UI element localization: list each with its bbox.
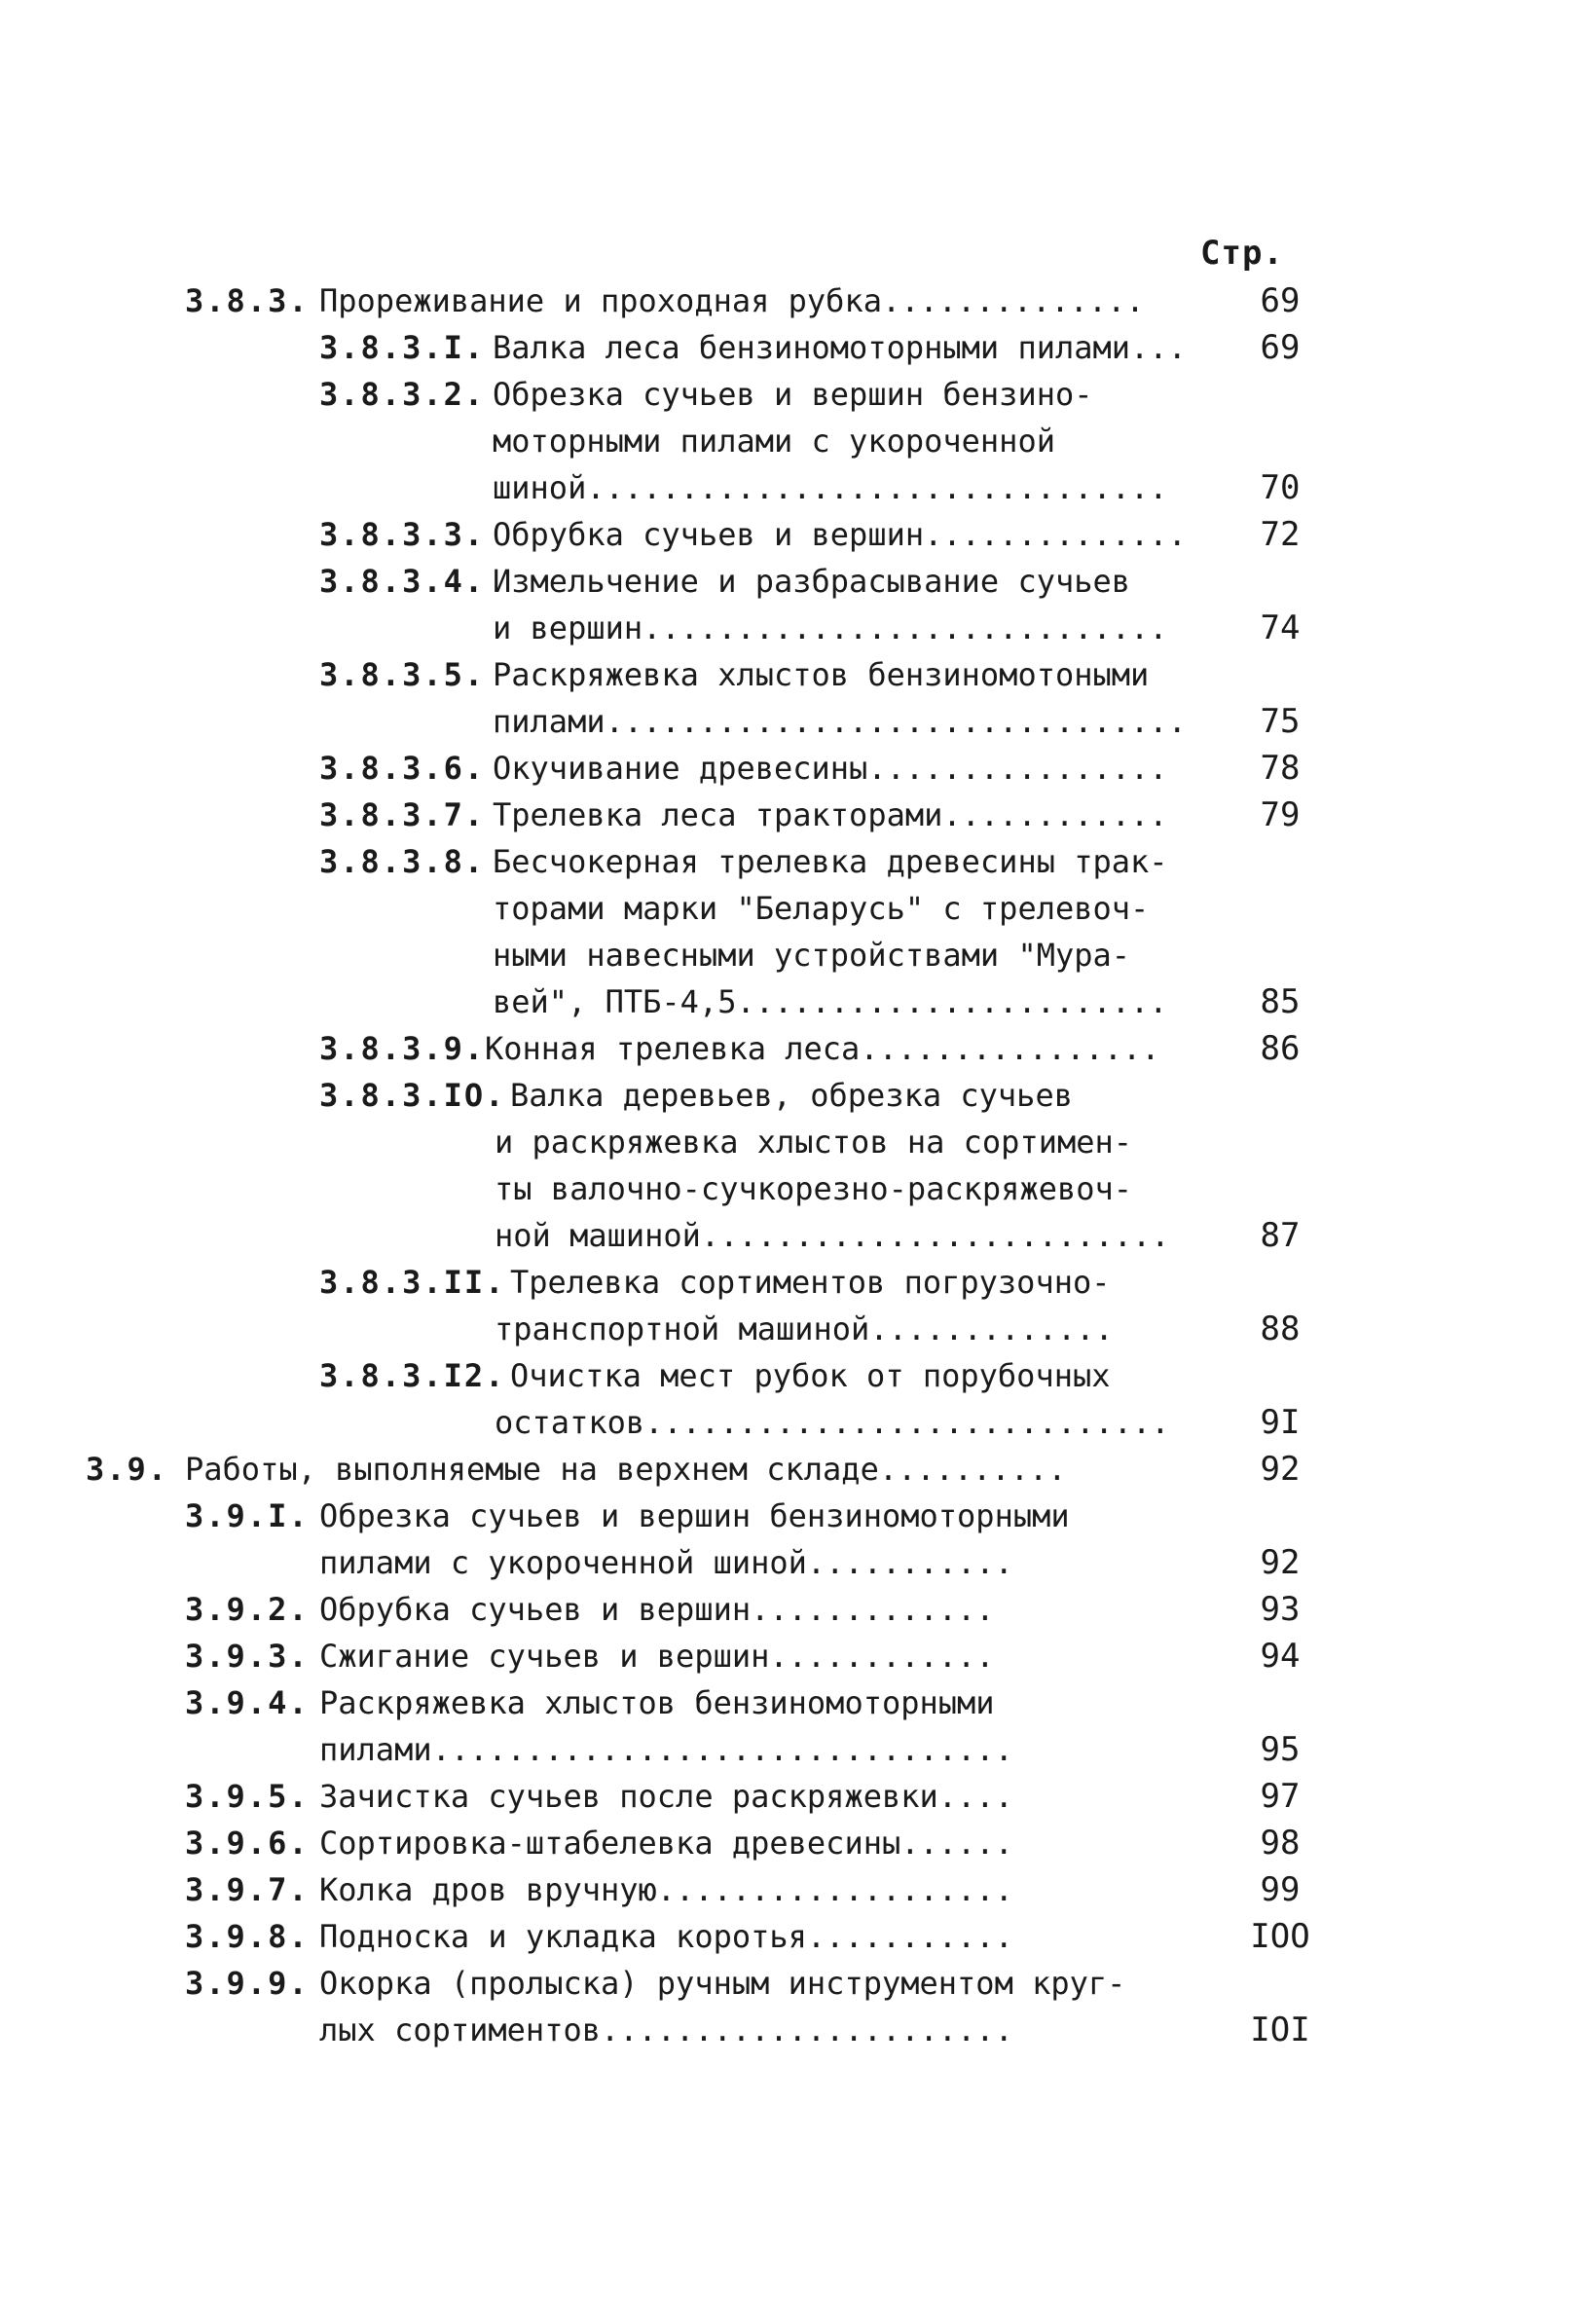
page-number: 97 — [1260, 1777, 1301, 1816]
entry-number: 3.9.9. — [185, 1965, 310, 2002]
toc-entry-3-9-3 — [185, 1634, 1207, 1678]
page-number: 94 — [1260, 1637, 1301, 1676]
page-number: 98 — [1260, 1824, 1301, 1863]
page-number: 70 — [1260, 468, 1301, 507]
entry-title-continued: ной машиной......................... — [495, 1217, 1170, 1254]
toc-entry-3-8-3-12 — [319, 1353, 1207, 1398]
entry-title-continued: ты валочно-сучкорезно-раскряжевоч- — [495, 1170, 1133, 1207]
entry-number: 3.8.3.4. — [319, 563, 486, 600]
toc-entry-3-9-9 — [185, 1961, 1207, 2006]
entry-title: Очистка мест рубок от порубочных — [510, 1357, 1111, 1394]
entry-title: Обрубка сучьев и вершин.............. — [493, 516, 1187, 553]
entry-number: 3.8.3.2. — [319, 376, 486, 413]
entry-title: Раскряжевка хлыстов бензиномоторными — [319, 1684, 995, 1721]
entry-title-continued: транспортной машиной............. — [495, 1310, 1114, 1347]
entry-number: 3.8.3.6. — [319, 750, 486, 787]
entry-number: 3.8.3.IO. — [319, 1077, 506, 1114]
page-number: 86 — [1260, 1029, 1301, 1068]
page-number: 87 — [1260, 1216, 1301, 1255]
page-number: 95 — [1260, 1730, 1301, 1769]
entry-title-continued: пилами............................... — [319, 1731, 1013, 1768]
page-number: 72 — [1260, 515, 1301, 554]
toc-entry-3-8-3-7 — [319, 793, 1207, 837]
entry-title: Обрезка сучьев и вершин бензино- — [493, 376, 1093, 413]
entry-title-continued: торами марки "Беларусь" с трелевоч- — [493, 890, 1150, 927]
entry-title-continued: вей", ПТБ-4,5....................... — [493, 983, 1168, 1020]
entry-number: 3.9.I. — [185, 1497, 310, 1534]
entry-title: Окорка (пролыска) ручным инструментом круг- — [319, 1965, 1126, 2002]
toc-entry-3-8-3-9 — [319, 1026, 1207, 1071]
entry-number: 3.9.4. — [185, 1684, 310, 1721]
entry-number: 3.8.3.I2. — [319, 1357, 506, 1394]
entry-title: Раскряжевка хлыстов бензиномотоными — [493, 656, 1150, 693]
entry-number: 3.8.3.8. — [319, 843, 486, 880]
entry-title: Конная трелевка леса................ — [485, 1030, 1160, 1067]
entry-title-continued: шиной............................... — [493, 469, 1168, 506]
toc-entry-3-8-3-8 — [319, 839, 1207, 884]
entry-title: Окучивание древесины................ — [493, 750, 1168, 787]
toc-entry-3-9-1 — [185, 1494, 1207, 1538]
entry-title: Измельчение и разбрасывание сучьев — [493, 563, 1131, 600]
toc-entry-3-8-3-1 — [319, 325, 1207, 370]
entry-title: Трелевка леса тракторами............ — [493, 796, 1168, 833]
toc-entry-3-8-3-6 — [319, 746, 1207, 791]
entry-title-continued: и раскряжевка хлыстов на сортимен- — [495, 1124, 1133, 1161]
toc-entry-3-9-2 — [185, 1587, 1207, 1632]
entry-title: Валка леса бензиномоторными пилами... — [493, 329, 1187, 366]
toc-entry-3-9 — [86, 1447, 1207, 1492]
toc-entry-3-8-3-4 — [319, 559, 1207, 604]
page-number: 69 — [1260, 328, 1301, 367]
entry-number: 3.9.5. — [185, 1778, 310, 1815]
entry-number: 3.8.3.5. — [319, 656, 486, 693]
page-number: 69 — [1260, 281, 1301, 320]
entry-title: Работы, выполняемые на верхнем складе.......... — [185, 1451, 1067, 1488]
entry-number: 3.8.3.II. — [319, 1264, 506, 1301]
page-number: IOO — [1250, 1917, 1310, 1956]
entry-title: Обрубка сучьев и вершин............. — [319, 1591, 995, 1628]
entry-title-continued: и вершин............................ — [493, 609, 1168, 646]
page-number: 93 — [1260, 1590, 1301, 1629]
page-number: 75 — [1260, 702, 1301, 741]
entry-title: Бесчокерная трелевка древесины трак- — [493, 843, 1168, 880]
toc-entry-3-9-5 — [185, 1774, 1207, 1819]
entry-title: Обрезка сучьев и вершин бензиномоторными — [319, 1497, 1070, 1534]
toc-entry-3-9-4 — [185, 1680, 1207, 1725]
entry-number: 3.8.3.3. — [319, 516, 486, 553]
entry-title-continued: ными навесными устройствами "Мура- — [493, 937, 1131, 974]
toc-entry-3-9-8 — [185, 1914, 1207, 1959]
toc-entry-3-8-3-11 — [319, 1260, 1207, 1305]
pages-column-header: Стр. — [1200, 234, 1284, 273]
entry-number: 3.8.3.I. — [319, 329, 486, 366]
page-number: IOI — [1250, 2010, 1310, 2049]
entry-title: Сжигание сучьев и вершин............ — [319, 1638, 995, 1675]
entry-number: 3.9.3. — [185, 1638, 310, 1675]
entry-number: 3.9.2. — [185, 1591, 310, 1628]
page-number: 85 — [1260, 982, 1301, 1021]
entry-title: Сортировка-штабелевка древесины...... — [319, 1825, 1013, 1862]
entry-number: 3.8.3.9. — [319, 1030, 486, 1067]
entry-title-continued: пилами............................... — [493, 703, 1187, 740]
entry-title: Колка дров вручную................... — [319, 1871, 1013, 1908]
page-number: 78 — [1260, 749, 1301, 788]
toc-entry-3-8-3-3 — [319, 512, 1207, 557]
toc-entry-3-9-7 — [185, 1867, 1207, 1912]
entry-title: Трелевка сортиментов погрузочно- — [510, 1264, 1111, 1301]
page-number: 79 — [1260, 795, 1301, 834]
entry-number: 3.9.8. — [185, 1918, 310, 1955]
page-number: 99 — [1260, 1870, 1301, 1909]
entry-title: Зачистка сучьев после раскряжевки.... — [319, 1778, 1013, 1815]
toc-entry-3-8-3 — [185, 278, 1207, 323]
entry-title-continued: моторными пилами с укороченной — [493, 423, 1055, 460]
page-number: 92 — [1260, 1450, 1301, 1489]
entry-number: 3.9.6. — [185, 1825, 310, 1862]
toc-entry-3-9-6 — [185, 1821, 1207, 1865]
entry-title: Прореживание и проходная рубка.............. — [319, 282, 1145, 319]
toc-entry-3-8-3-2 — [319, 372, 1207, 417]
entry-title: Подноска и укладка коротья........... — [319, 1918, 1013, 1955]
entry-title-continued: остатков............................ — [495, 1404, 1170, 1441]
page-number: 74 — [1260, 609, 1301, 647]
entry-title: Валка деревьев, обрезка сучьев — [510, 1077, 1073, 1114]
entry-number: 3.9.7. — [185, 1871, 310, 1908]
entry-number: 3.9. — [86, 1451, 169, 1488]
page-number: 88 — [1260, 1310, 1301, 1348]
toc-entry-3-8-3-5 — [319, 652, 1207, 697]
toc-entry-3-8-3-10 — [319, 1073, 1207, 1118]
entry-number: 3.8.3. — [185, 282, 310, 319]
entry-number: 3.8.3.7. — [319, 796, 486, 833]
entry-title-continued: пилами с укороченной шиной........... — [319, 1544, 1013, 1581]
page-number: 92 — [1260, 1543, 1301, 1582]
page-number: 9I — [1260, 1403, 1301, 1442]
entry-title-continued: лых сортиментов...................... — [319, 2011, 1013, 2048]
